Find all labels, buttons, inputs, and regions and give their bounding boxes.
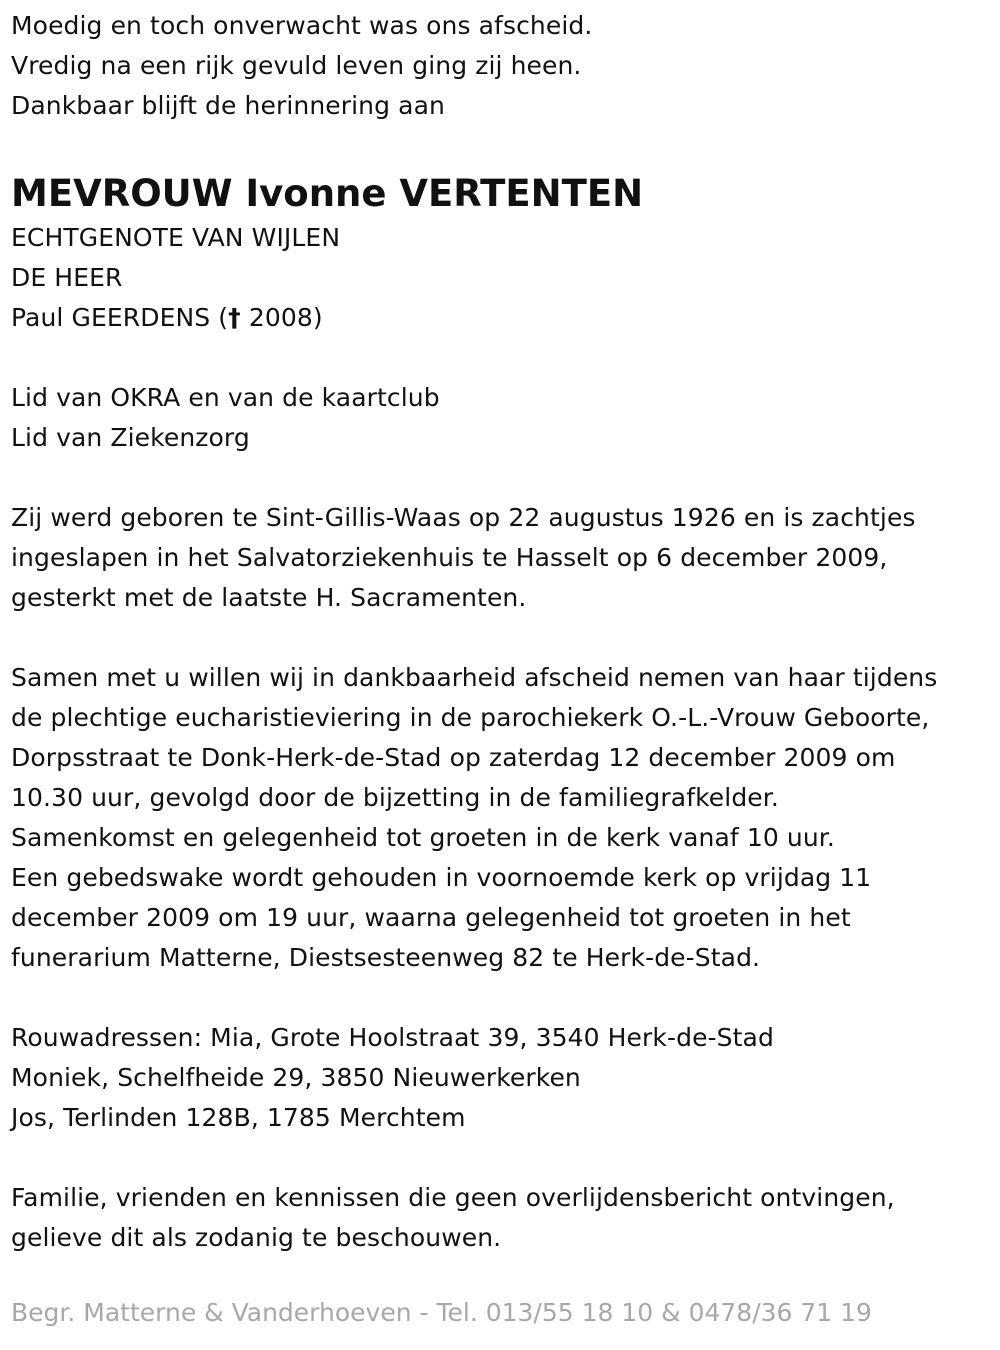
cross-icon: †	[228, 303, 241, 332]
membership-line: Lid van OKRA en van de kaartclub	[11, 383, 440, 412]
membership-line: Lid van Ziekenzorg	[11, 423, 250, 452]
paragraph-line: Zij werd geboren te Sint-Gillis-Waas op 22 augustus 1926 en is zachtjes	[11, 503, 916, 532]
spacer	[11, 1138, 1000, 1178]
paragraph-line: Dorpsstraat te Donk-Herk-de-Stad op zaterdag 12 december 2009 om	[11, 743, 896, 772]
paragraph-line: december 2009 om 19 uur, waarna gelegenheid tot groeten in het	[11, 903, 851, 932]
address-line: Jos, Terlinden 128B, 1785 Merchtem	[11, 1103, 466, 1132]
paragraph-line: Een gebedswake wordt gehouden in voornoemde kerk op vrijdag 11	[11, 863, 872, 892]
deceased-name: MEVROUW Ivonne VERTENTEN	[11, 172, 644, 215]
spacer	[11, 978, 1000, 1018]
deceased-block	[11, 170, 1000, 338]
memberships-block	[11, 378, 1000, 458]
addresses-block	[11, 1018, 1000, 1138]
relation-line: ECHTGENOTE VAN WIJLEN	[11, 223, 341, 252]
closing-block	[11, 1178, 1000, 1258]
spacer	[11, 126, 1000, 166]
spouse-line	[11, 298, 1000, 338]
spouse-year: 2008)	[248, 303, 323, 332]
funeral-home-footer: Begr. Matterne & Vanderhoeven - Tel. 013/55 18 10 & 0478/36 71 19	[11, 1298, 872, 1327]
paragraph-line: ingeslapen in het Salvatorziekenhuis te Hasselt op 6 december 2009,	[11, 543, 888, 572]
address-line: Rouwadressen: Mia, Grote Hoolstraat 39, 3540 Herk-de-Stad	[11, 1023, 774, 1052]
intro-line: Dankbaar blijft de herinnering aan	[11, 91, 445, 120]
spouse-name: Paul GEERDENS (	[11, 303, 229, 332]
paragraph-line: Familie, vrienden en kennissen die geen overlijdensbericht ontvingen,	[11, 1183, 895, 1212]
intro-line: Vredig na een rijk gevuld leven ging zij heen.	[11, 51, 582, 80]
paragraph-line: funerarium Matterne, Diestsesteenweg 82 te Herk-de-Stad.	[11, 943, 761, 972]
spacer	[11, 618, 1000, 658]
paragraph-line: 10.30 uur, gevolgd door de bijzetting in de familiegrafkelder.	[11, 783, 779, 812]
birth-death-block	[11, 498, 1000, 618]
intro-line: Moedig en toch onverwacht was ons afscheid.	[11, 11, 593, 40]
paragraph-line: Samen met u willen wij in dankbaarheid afscheid nemen van haar tijdens	[11, 663, 938, 692]
paragraph-line: gelieve dit als zodanig te beschouwen.	[11, 1223, 502, 1252]
spacer	[11, 458, 1000, 498]
paragraph-line: Samenkomst en gelegenheid tot groeten in de kerk vanaf 10 uur.	[11, 823, 835, 852]
relation-line: DE HEER	[11, 263, 123, 292]
paragraph-line: de plechtige eucharistieviering in de parochiekerk O.-L.-Vrouw Geboorte,	[11, 703, 930, 732]
address-line: Moniek, Schelfheide 29, 3850 Nieuwerkerken	[11, 1063, 581, 1092]
spacer	[11, 338, 1000, 378]
intro-block	[11, 6, 1000, 126]
paragraph-line: gesterkt met de laatste H. Sacramenten.	[11, 583, 527, 612]
ceremony-block	[11, 658, 1000, 978]
